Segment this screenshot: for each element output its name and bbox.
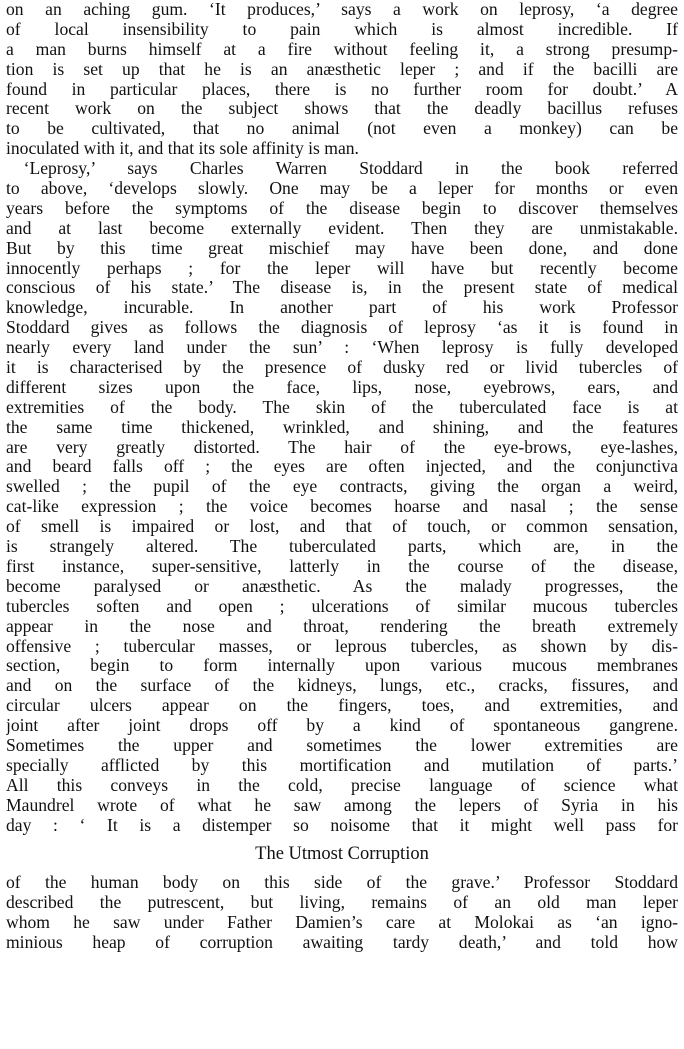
text-line: and at last become externally evident. Then they are unmistakable. xyxy=(6,218,678,238)
section-heading: The Utmost Corruption xyxy=(255,844,429,865)
text-line: But by this time great mischief may have been done, and done xyxy=(6,238,678,258)
text-line: whom he saw under Father Damien’s care at Molokai as ‘an igno- xyxy=(6,913,678,933)
text-line: innocently perhaps ; for the leper will have but recently become xyxy=(6,258,678,278)
text-line: on an aching gum. ‘It produces,’ says a work on leprosy, ‘a degree xyxy=(6,0,678,19)
body-text-upper xyxy=(6,0,678,835)
text-line: appear in the nose and throat, rendering the breath extremely xyxy=(6,616,678,636)
text-line: and beard falls off ; the eyes are often injected, and the conjunctiva xyxy=(6,457,678,477)
text-line: and on the surface of the kidneys, lungs, etc., cracks, fissures, and xyxy=(6,676,678,696)
text-line: different sizes upon the face, lips, nose, eyebrows, ears, and xyxy=(6,377,678,397)
text-line: joint after joint drops off by a kind of spontaneous gangrene. xyxy=(6,716,678,736)
text-line: circular ulcers appear on the fingers, toes, and extremities, and xyxy=(6,696,678,716)
text-line: of smell is impaired or lost, and that of touch, or common sensation, xyxy=(6,517,678,537)
text-line: All this conveys in the cold, precise language of science what xyxy=(6,775,678,795)
text-line: described the putrescent, but living, remains of an old man leper xyxy=(6,893,678,913)
text-line: cat-like expression ; the voice becomes hoarse and nasal ; the sense xyxy=(6,497,678,517)
text-line: recent work on the subject shows that the deadly bacillus refuses xyxy=(6,99,678,119)
text-line: Stoddard gives as follows the diagnosis of leprosy ‘as it is found in xyxy=(6,318,678,338)
text-line: it is characterised by the presence of dusky red or livid tubercles of xyxy=(6,358,678,378)
text-line: years before the symptoms of the disease begin to discover themselves xyxy=(6,198,678,218)
text-line: tion is set up that he is an anæsthetic leper ; and if the bacilli are xyxy=(6,59,678,79)
text-line: of the human body on this side of the grave.’ Professor Stoddard xyxy=(6,873,678,893)
text-line: a man burns himself at a fire without feeling it, a strong presump- xyxy=(6,39,678,59)
text-line: are very greatly distorted. The hair of the eye-brows, eye-lashes, xyxy=(6,437,678,457)
body-text-lower xyxy=(6,873,678,953)
text-line: specially afflicted by this mortification and mutilation of parts.’ xyxy=(6,755,678,775)
text-line: first instance, super-sensitive, latterly in the course of the disease, xyxy=(6,556,678,576)
text-line: to be cultivated, that no animal (not even a monkey) can be xyxy=(6,119,678,139)
text-line: Maundrel wrote of what he saw among the lepers of Syria in his xyxy=(6,795,678,815)
text-line: of local insensibility to pain which is almost incredible. If xyxy=(6,19,678,39)
text-line: offensive ; tubercular masses, or leprous tubercles, as shown by dis- xyxy=(6,636,678,656)
text-line: the same time thickened, wrinkled, and shining, and the features xyxy=(6,417,678,437)
text-line: tubercles soften and open ; ulcerations of similar mucous tubercles xyxy=(6,596,678,616)
text-line: nearly every land under the sun’ : ‘When leprosy is fully developed xyxy=(6,338,678,358)
text-line: become paralysed or anæsthetic. As the malady progresses, the xyxy=(6,576,678,596)
text-line: to above, ‘develops slowly. One may be a leper for months or even xyxy=(6,179,678,199)
text-line: swelled ; the pupil of the eye contracts, giving the organ a weird, xyxy=(6,477,678,497)
text-line: Sometimes the upper and sometimes the lower extremities are xyxy=(6,735,678,755)
text-line: extremities of the body. The skin of the tuberculated face is at xyxy=(6,397,678,417)
page-text xyxy=(6,0,678,953)
text-line: minious heap of corruption awaiting tardy death,’ and told how xyxy=(6,933,678,953)
text-line: knowledge, incurable. In another part of his work Professor xyxy=(6,298,678,318)
text-line: is strangely altered. The tuberculated parts, which are, in the xyxy=(6,537,678,557)
text-line: ‘Leprosy,’ says Charles Warren Stoddard in the book referred xyxy=(6,159,678,179)
text-line: section, begin to form internally upon various mucous membranes xyxy=(6,656,678,676)
text-line: conscious of his state.’ The disease is, in the present state of medical xyxy=(6,278,678,298)
text-line: day : ‘ It is a distemper so noisome that it might well pass for xyxy=(6,815,678,835)
text-line: inoculated with it, and that its sole affinity is man. xyxy=(6,139,359,159)
text-line: found in particular places, there is no further room for doubt.’ A xyxy=(6,79,678,99)
